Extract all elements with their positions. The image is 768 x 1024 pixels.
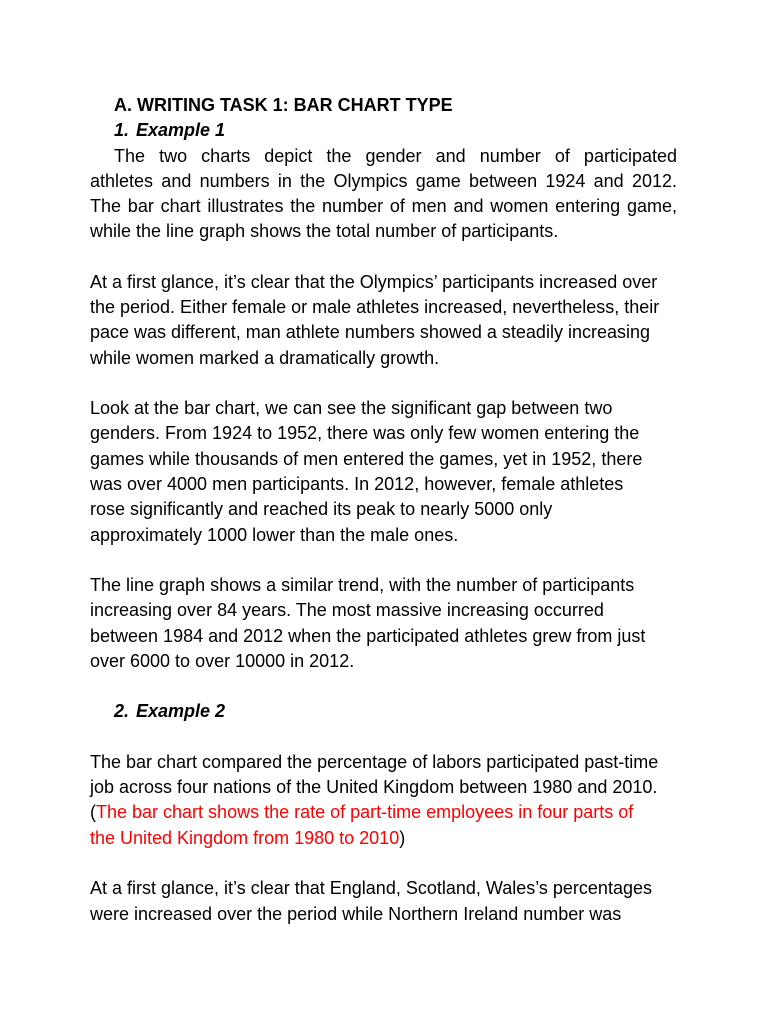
- paragraph-line: [90, 800, 677, 825]
- paragraph-line: The line graph shows a similar trend, with the number of participants: [90, 575, 635, 596]
- paragraph: [90, 270, 677, 371]
- paragraph: [90, 750, 677, 851]
- example-number: 1.: [114, 120, 130, 141]
- paragraph-line: the period. Either female or male athletes increased, nevertheless, their: [90, 297, 660, 318]
- note-text: the United Kingdom from 1980 to 2010: [90, 827, 400, 848]
- paragraph: [90, 144, 677, 245]
- blank-line: [90, 851, 677, 876]
- paragraph-line: athletes and numbers in the Olympics game between 1924 and 2012.: [90, 170, 677, 191]
- paragraph-line: The bar chart illustrates the number of men and women entering game,: [90, 196, 677, 217]
- section-heading: A. WRITING TASK 1: BAR CHART TYPE: [114, 95, 453, 115]
- paragraph-line: while women marked a dramatically growth.: [90, 347, 440, 368]
- paragraph-line: Look at the bar chart, we can see the significant gap between two: [90, 398, 613, 419]
- paragraph-line: At a first glance, it’s clear that the Olympics’ participants increased over: [90, 271, 658, 292]
- blank-line: [90, 674, 677, 699]
- paragraph-line: The bar chart compared the percentage of labors participated past-time: [90, 751, 659, 772]
- paragraph: [90, 573, 677, 674]
- paragraph-line: job across four nations of the United Kingdom between 1980 and 2010.: [90, 777, 658, 798]
- example-heading: [90, 118, 677, 143]
- blank-line: [90, 548, 677, 573]
- paragraph-line: At a first glance, it’s clear that England, Scotland, Wales’s percentages: [90, 878, 652, 899]
- paragraph-line: approximately 1000 lower than the male ones.: [90, 524, 459, 545]
- example-heading: [90, 699, 677, 724]
- example-number: 2.: [114, 701, 130, 722]
- paragraph-line: were increased over the period while Northern Ireland number was: [90, 903, 622, 924]
- paragraph-line: [90, 826, 677, 851]
- example-title: Example 2: [136, 701, 226, 722]
- note-text: The bar chart shows the rate of part-time employees in four parts of: [96, 802, 634, 823]
- note-open-paren: (: [90, 802, 96, 823]
- blank-line: [90, 371, 677, 396]
- example-title: Example 1: [136, 120, 226, 141]
- blank-line: [90, 245, 677, 270]
- paragraph-line: while the line graph shows the total number of participants.: [90, 221, 559, 242]
- paragraph-line: increasing over 84 years. The most massive increasing occurred: [90, 600, 604, 621]
- paragraph: [90, 396, 677, 548]
- paragraph-line: The two charts depict the gender and number of participated: [114, 145, 677, 166]
- paragraph-line: was over 4000 men participants. In 2012, however, female athletes: [90, 473, 624, 494]
- note-close-paren: ): [399, 827, 406, 848]
- paragraph-line: between 1984 and 2012 when the participated athletes grew from just: [90, 625, 646, 646]
- paragraph-line: games while thousands of men entered the games, yet in 1952, there: [90, 448, 643, 469]
- blank-line: [90, 725, 677, 750]
- paragraph-line: pace was different, man athlete numbers showed a steadily increasing: [90, 322, 650, 343]
- paragraph-line: over 6000 to over 10000 in 2012.: [90, 650, 355, 671]
- document-body: [90, 93, 677, 927]
- paragraph: [90, 876, 677, 927]
- paragraph-line: genders. From 1924 to 1952, there was only few women entering the: [90, 423, 640, 444]
- paragraph-line: rose significantly and reached its peak to nearly 5000 only: [90, 499, 553, 520]
